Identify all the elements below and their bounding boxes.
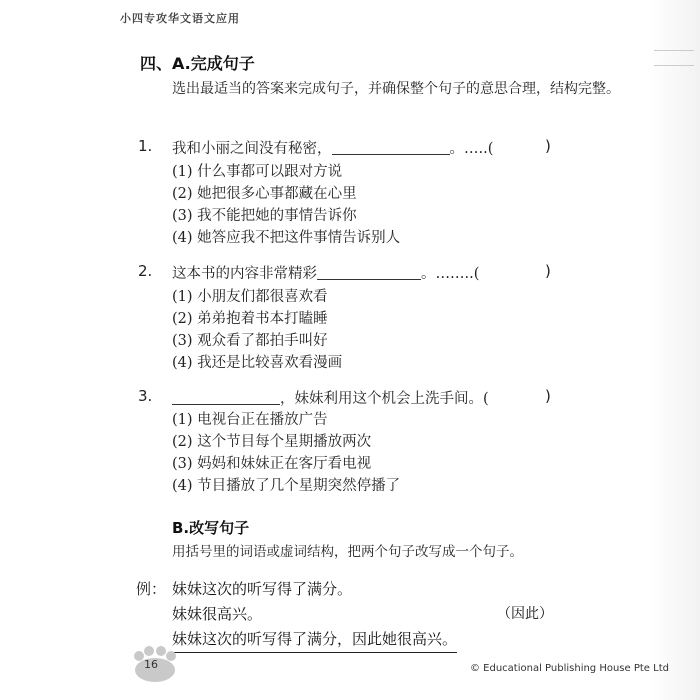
question-2-option-4[interactable]: (4) 我还是比较喜欢看漫画 [172,355,343,371]
question-1-option-3[interactable]: (3) 我不能把她的事情告诉你 [172,208,357,224]
section-b-title: B.改写句子 [172,519,250,537]
question-1-blank[interactable] [332,153,450,155]
book-title-header: 小四专攻华文语文应用 [120,12,240,25]
question-1-answer-bracket[interactable]: ) [545,137,551,155]
question-3-answer-bracket[interactable]: ) [545,387,551,405]
question-1-stem-after: 。…..( [449,141,494,157]
question-1-option-2[interactable]: (2) 她把很多心事都藏在心里 [172,186,357,202]
question-2-stem-after: 。……..( [421,266,480,282]
question-1-option-1[interactable]: (1) 什么事都可以跟对方说 [172,164,343,180]
question-1-stem-before: 我和小丽之间没有秘密， [172,141,332,157]
question-1-stem [172,137,572,158]
question-2-stem-before: 这本书的内容非常精彩 [172,266,317,282]
question-2-blank[interactable] [317,278,421,280]
example-sentence-2: 妹妹很高兴。 [172,605,263,623]
example-label: 例： [136,580,167,598]
section-b-instruction: 用括号里的词语或虚词结构，把两个句子改写成一个句子。 [172,544,523,560]
question-3-number: 3. [138,387,153,405]
question-3-option-1[interactable]: (1) 电视台正在播放广告 [172,412,328,428]
section-a-title: 四、A.完成句子 [140,54,255,73]
question-2-option-3[interactable]: (3) 观众看了都拍手叫好 [172,333,328,349]
question-2-option-2[interactable]: (2) 弟弟抱着书本打瞌睡 [172,311,328,327]
question-3-blank[interactable] [172,403,280,405]
question-3-option-3[interactable]: (3) 妈妈和妹妹正在客厅看电视 [172,456,372,472]
adjacent-page-tab [654,50,694,66]
question-2-option-1[interactable]: (1) 小朋友们都很喜欢看 [172,289,328,305]
section-a-instruction: 选出最适当的答案来完成句子，并确保整个句子的意思合理，结构完整。 [172,81,620,97]
example-hint-word: （因此） [497,606,553,622]
question-3-stem-after: ，妹妹利用这个机会上洗手间。( [280,391,489,407]
question-3-stem [172,387,572,408]
question-1-option-4[interactable]: (4) 她答应我不把这件事情告诉别人 [172,230,401,246]
copyright-notice: © Educational Publishing House Pte Ltd [470,663,669,674]
question-1-number: 1. [138,137,153,155]
question-2-stem [172,262,572,283]
question-2-answer-bracket[interactable]: ) [545,262,551,280]
example-answer: 妹妹这次的听写得了满分，因此她很高兴。 [172,628,457,653]
question-3-option-4[interactable]: (4) 节目播放了几个星期突然停播了 [172,478,401,494]
page-number: 16 [144,658,158,671]
question-2-number: 2. [138,262,153,280]
question-3-option-2[interactable]: (2) 这个节目每个星期播放两次 [172,434,372,450]
adjacent-page-edge [648,0,700,700]
example-sentence-1: 妹妹这次的听写得了满分。 [172,580,353,598]
